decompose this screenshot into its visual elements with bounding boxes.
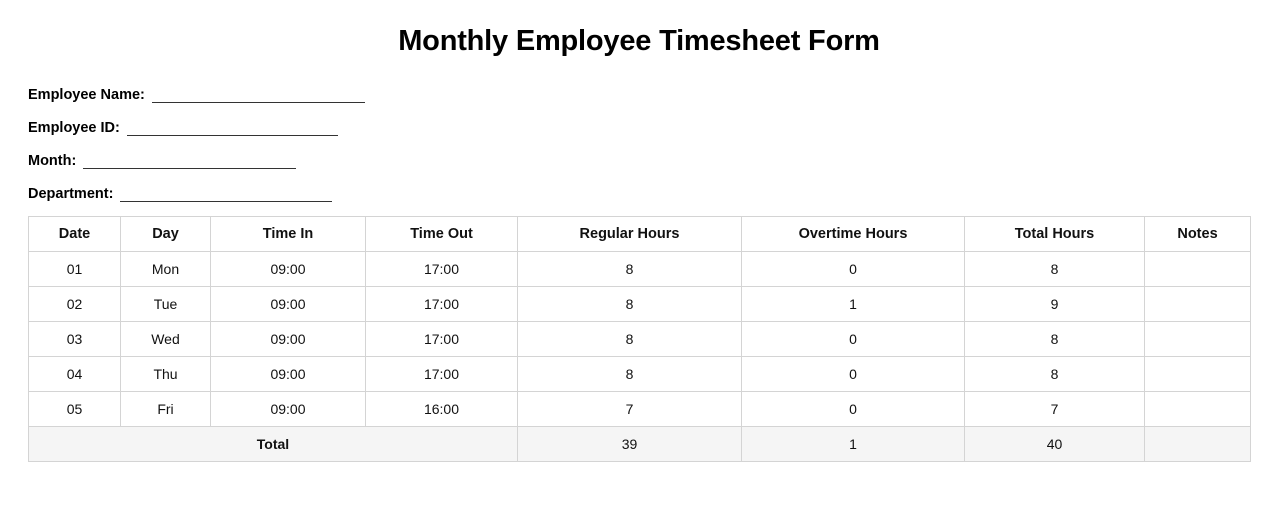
timesheet-document (0, 25, 1278, 526)
employee-name-label: Employee Name: (28, 87, 145, 103)
cell-time-out: 17:00 (366, 357, 518, 392)
cell-total-hours: 8 (965, 322, 1145, 357)
month-field-row (28, 150, 1250, 169)
cell-notes[interactable] (1145, 357, 1251, 392)
cell-time-in: 09:00 (211, 392, 366, 427)
month-input[interactable] (83, 155, 296, 169)
cell-notes[interactable] (1145, 287, 1251, 322)
table-row (29, 357, 1251, 392)
employee-name-field-row (28, 84, 1250, 103)
cell-overtime-hours: 0 (742, 357, 965, 392)
cell-time-in: 09:00 (211, 322, 366, 357)
table-row (29, 252, 1251, 287)
total-regular-hours: 39 (518, 427, 742, 462)
cell-date: 01 (29, 252, 121, 287)
page-title: Monthly Employee Timesheet Form (398, 25, 880, 57)
cell-date: 02 (29, 287, 121, 322)
department-label: Department: (28, 186, 114, 202)
cell-regular-hours: 8 (518, 287, 742, 322)
cell-overtime-hours: 0 (742, 252, 965, 287)
table-row (29, 322, 1251, 357)
cell-date: 04 (29, 357, 121, 392)
cell-date: 05 (29, 392, 121, 427)
cell-time-out: 17:00 (366, 252, 518, 287)
table-total-row (29, 427, 1251, 462)
department-field-row (28, 183, 1250, 202)
column-header-total-hours: Total Hours (965, 217, 1145, 252)
cell-overtime-hours: 0 (742, 392, 965, 427)
column-header-day: Day (121, 217, 211, 252)
cell-time-in: 09:00 (211, 287, 366, 322)
column-header-notes: Notes (1145, 217, 1251, 252)
cell-overtime-hours: 1 (742, 287, 965, 322)
column-header-time-in: Time In (211, 217, 366, 252)
cell-total-hours: 8 (965, 252, 1145, 287)
total-notes (1145, 427, 1251, 462)
cell-time-in: 09:00 (211, 252, 366, 287)
month-label: Month: (28, 153, 77, 169)
total-overtime-hours: 1 (742, 427, 965, 462)
total-label: Total (29, 427, 518, 462)
cell-regular-hours: 7 (518, 392, 742, 427)
employee-id-label: Employee ID: (28, 120, 120, 136)
cell-notes[interactable] (1145, 252, 1251, 287)
table-row (29, 287, 1251, 322)
total-total-hours: 40 (965, 427, 1145, 462)
cell-regular-hours: 8 (518, 252, 742, 287)
timesheet-table (28, 216, 1251, 462)
cell-total-hours: 8 (965, 357, 1145, 392)
employee-id-input[interactable] (127, 122, 338, 136)
cell-day: Wed (121, 322, 211, 357)
cell-day: Thu (121, 357, 211, 392)
employee-name-input[interactable] (152, 89, 365, 103)
table-row (29, 392, 1251, 427)
column-header-date: Date (29, 217, 121, 252)
cell-regular-hours: 8 (518, 322, 742, 357)
table-header-row (29, 217, 1251, 252)
cell-overtime-hours: 0 (742, 322, 965, 357)
column-header-overtime-hours: Overtime Hours (742, 217, 965, 252)
cell-notes[interactable] (1145, 322, 1251, 357)
cell-day: Mon (121, 252, 211, 287)
cell-time-out: 16:00 (366, 392, 518, 427)
cell-time-out: 17:00 (366, 287, 518, 322)
cell-notes[interactable] (1145, 392, 1251, 427)
employee-id-field-row (28, 117, 1250, 136)
column-header-regular-hours: Regular Hours (518, 217, 742, 252)
cell-time-in: 09:00 (211, 357, 366, 392)
employee-info-fields (28, 84, 1250, 202)
cell-day: Fri (121, 392, 211, 427)
cell-time-out: 17:00 (366, 322, 518, 357)
column-header-time-out: Time Out (366, 217, 518, 252)
cell-regular-hours: 8 (518, 357, 742, 392)
cell-total-hours: 7 (965, 392, 1145, 427)
cell-day: Tue (121, 287, 211, 322)
cell-date: 03 (29, 322, 121, 357)
department-input[interactable] (120, 188, 332, 202)
cell-total-hours: 9 (965, 287, 1145, 322)
